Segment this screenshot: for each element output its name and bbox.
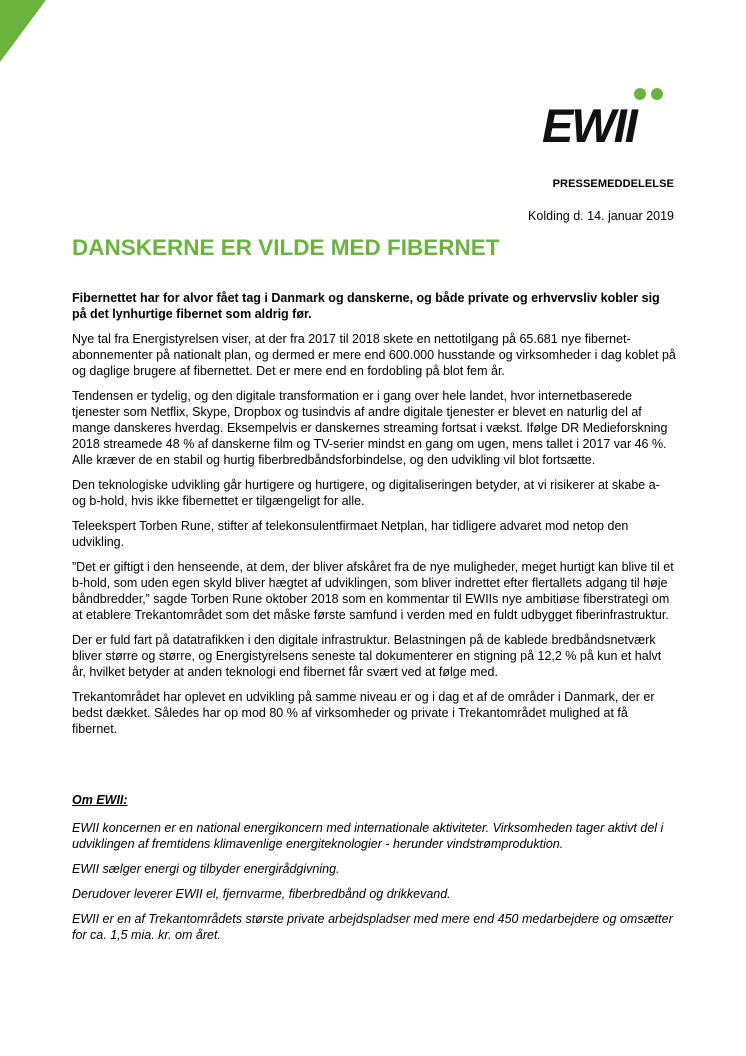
green-corner-decoration bbox=[0, 0, 48, 64]
about-heading: Om EWII: bbox=[72, 793, 128, 807]
ewii-logo bbox=[540, 86, 670, 146]
dateline: Kolding d. 14. januar 2019 bbox=[528, 209, 674, 223]
about-paragraph: Derudover leverer EWII el, fjernvarme, fiberbredbånd og drikkevand. bbox=[72, 887, 451, 901]
about-paragraph: EWII sælger energi og tilbyder energirådgivning. bbox=[72, 862, 340, 876]
lead-paragraph: Fibernettet har for alvor fået tag i Danmark og danskerne, og både private og erhvervsliv kobler sig på det lynhurtige fibernet som aldrig før. bbox=[72, 291, 660, 321]
body-paragraph: Trekantområdet har oplevet en udvikling på samme niveau er og i dag et af de områder i Danmark, der er bedst dækket. Således har op mod 80 % af virksomheder og private i Trekantområdet mulighed at få fibernet. bbox=[72, 690, 655, 736]
body-paragraph: Der er fuld fart på datatrafikken i den digitale infrastruktur. Belastningen på de kablede bredbåndsnetværk bliver større og større, og Energistyrelsens seneste tal dokumenterer en stigning på 12,2 % på kun et halvt år, hvilket betyder at anden teknologi end fibernet får svært ved at følge med. bbox=[72, 633, 662, 679]
about-paragraph: EWII er en af Trekantområdets største private arbejdspladser med mere end 450 medarbejdere og omsætter for ca. 1,5 mia. kr. om året. bbox=[72, 912, 673, 942]
document-type-label: PRESSEMEDDELELSE bbox=[552, 178, 674, 190]
about-section bbox=[72, 792, 676, 952]
page-title: DANSKERNE ER VILDE MED FIBERNET bbox=[72, 235, 500, 260]
body-paragraph: Tendensen er tydelig, og den digitale transformation er i gang over hele landet, hvor internetbaserede tjenester som Netflix, Skype, Dropbox og tusindvis af andre digitale tjenester er blevet en naturlig del af mange danskeres hverdag. Eksempelvis er danskernes streaming fortsat i vækst. Ifølge DR Medieforskning 2018 streamede 48 % af danskerne film og TV-serier mindst en gang om ugen, mens tallet i 2017 var 46 %. Alle kræver de en stabil og hurtig fiberbredbåndsforbindelse, og den udvikling vil blot fortsætte. bbox=[72, 389, 668, 467]
body-paragraph: Teleekspert Torben Rune, stifter af telekonsulentfirmaet Netplan, har tidligere advaret mod netop den udvikling. bbox=[72, 519, 629, 549]
body-paragraph: Nye tal fra Energistyrelsen viser, at der fra 2017 til 2018 skete en nettotilgang på 65.681 nye fibernet-abonnementer på nationalt plan, og dermed er mere end 600.000 husstande og virksomheder i dag koblet på og daglige brugere af fibernettet. Det er mere end en fordobling på blot fem år. bbox=[72, 332, 676, 378]
quote-paragraph: ”Det er giftigt i den henseende, at dem, der bliver afskåret fra de nye muligheder, meget hurtigt kan blive til et b-hold, som uden egen skyld bliver hægtet af udviklingen, som bliver indrettet efter flertallets adgang til høje båndbredder,” sagde Torben Rune oktober 2018 som en kommentar til EWIIs nye ambitiøse fiberstrategi om at etablere Trekantområdet som det måske første samfund i verden med en fuldt udbygget fiberinfrastruktur. bbox=[72, 560, 674, 622]
press-release-body bbox=[72, 290, 676, 746]
about-paragraph: EWII koncernen er en national energikoncern med internationale aktiviteter. Virksomheden tager aktivt del i udviklingen af fremtidens klimavenlige energiteknologier - herunder vindstrømproduktion. bbox=[72, 821, 664, 851]
svg-text:EWII: EWII bbox=[542, 99, 636, 146]
body-paragraph: Den teknologiske udvikling går hurtigere og hurtigere, og digitaliseringen betyder, at vi risikerer at skabe a- og b-hold, hvis ikke fibernettet er tilgængeligt for alle. bbox=[72, 478, 660, 508]
